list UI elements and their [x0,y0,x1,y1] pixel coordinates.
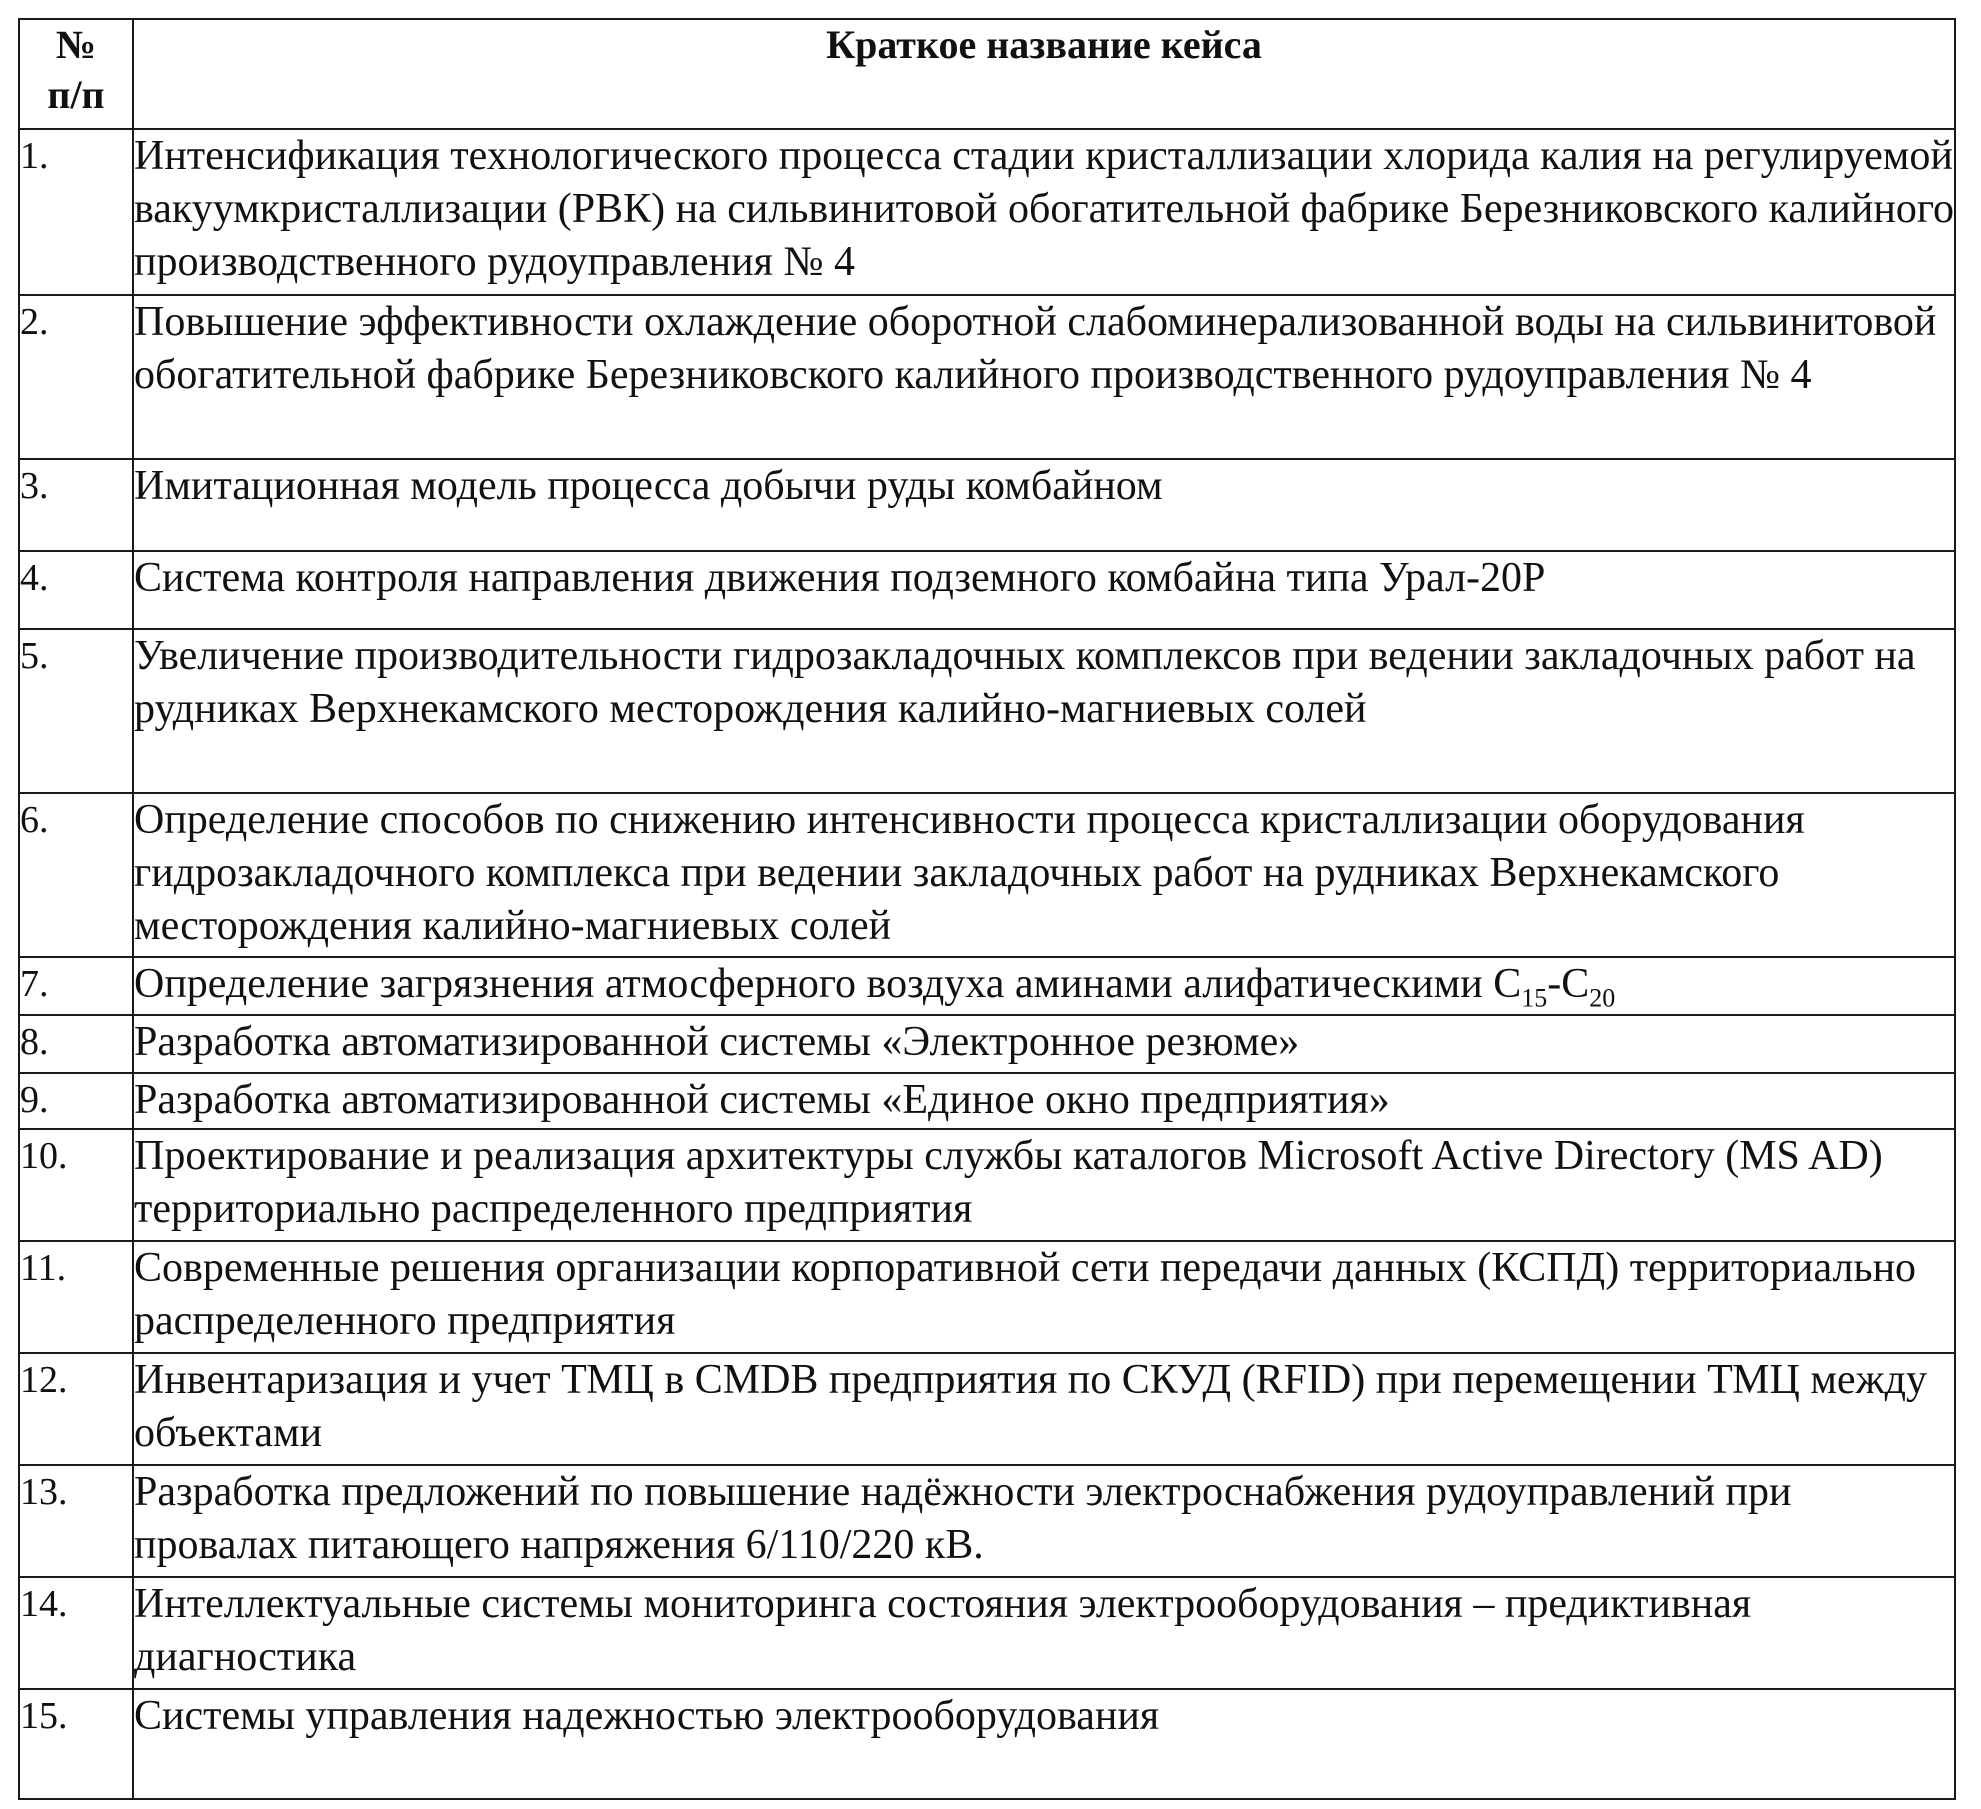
table-header-row [19,19,1955,129]
table-row [19,459,1955,551]
row-number: 11. [19,1241,133,1353]
row-title: Системы управления надежностью электрооборудования [133,1689,1955,1799]
table-row [19,793,1955,957]
row-number: 7. [19,957,133,1015]
table-row [19,957,1955,1015]
header-number-sign: № [55,22,97,67]
subscript-20: 20 [1589,983,1616,1013]
table-row [19,1465,1955,1577]
table-row [19,295,1955,459]
table-row [19,629,1955,793]
table-row [19,1577,1955,1689]
row-title: Система контроля направления движения подземного комбайна типа Урал-20Р [133,551,1955,629]
row-number: 5. [19,629,133,793]
row-number: 6. [19,793,133,957]
table-row [19,1353,1955,1465]
table-row [19,551,1955,629]
row-title: Интеллектуальные системы мониторинга состояния электрооборудования – предиктивная диагностика [133,1577,1955,1689]
row-title [133,957,1955,1015]
subscript-15: 15 [1521,983,1548,1013]
row-title: Увеличение производительности гидрозакладочных комплексов при ведении закладочных работ на рудниках Верхнекамского месторождения калийно-магниевых солей [133,629,1955,793]
row-number: 12. [19,1353,133,1465]
table-row [19,1073,1955,1129]
row-title: Проектирование и реализация архитектуры службы каталогов Microsoft Active Directory (MS AD) территориально распределенного предприятия [133,1129,1955,1241]
row-title: Разработка предложений по повышение надёжности электроснабжения рудоуправлений при провалах питающего напряжения 6/110/220 кВ. [133,1465,1955,1577]
row-title: Разработка автоматизированной системы «Электронное резюме» [133,1015,1955,1073]
row-title-main: Определение загрязнения атмосферного воздуха аминами алифатическими C [134,961,1522,1007]
table-row [19,1129,1955,1241]
row-title: Разработка автоматизированной системы «Единое окно предприятия» [133,1073,1955,1129]
row-title: Инвентаризация и учет ТМЦ в CMDB предприятия по СКУД (RFID) при перемещении ТМЦ между объектами [133,1353,1955,1465]
row-number: 3. [19,459,133,551]
row-title-dash: -C [1547,961,1590,1007]
row-number: 2. [19,295,133,459]
row-number: 1. [19,129,133,295]
row-number: 4. [19,551,133,629]
table-row [19,129,1955,295]
header-number-pp: п/п [47,72,105,117]
row-number: 13. [19,1465,133,1577]
row-number: 9. [19,1073,133,1129]
table-row [19,1689,1955,1799]
row-title: Современные решения организации корпоративной сети передачи данных (КСПД) территориально распределенного предприятия [133,1241,1955,1353]
header-number [19,19,133,129]
row-title: Имитационная модель процесса добычи руды комбайном [133,459,1955,551]
table-row [19,1241,1955,1353]
row-number: 14. [19,1577,133,1689]
row-number: 8. [19,1015,133,1073]
cases-table [18,18,1956,1800]
row-title: Интенсификация технологического процесса стадии кристаллизации хлорида калия на регулируемой вакуумкристаллизации (РВК) на сильвинитовой обогатительной фабрике Березниковского калийного производственного рудоуправления № 4 [133,129,1955,295]
row-title: Повышение эффективности охлаждение оборотной слабоминерализованной воды на сильвинитовой обогатительной фабрике Березниковского калийного производственного рудоуправления № 4 [133,295,1955,459]
header-case-title: Краткое название кейса [133,19,1955,129]
row-number: 10. [19,1129,133,1241]
row-title: Определение способов по снижению интенсивности процесса кристаллизации оборудования гидрозакладочного комплекса при ведении закладочных работ на рудниках Верхнекамского месторождения калийно-магниевых солей [133,793,1955,957]
row-number: 15. [19,1689,133,1799]
table-row [19,1015,1955,1073]
